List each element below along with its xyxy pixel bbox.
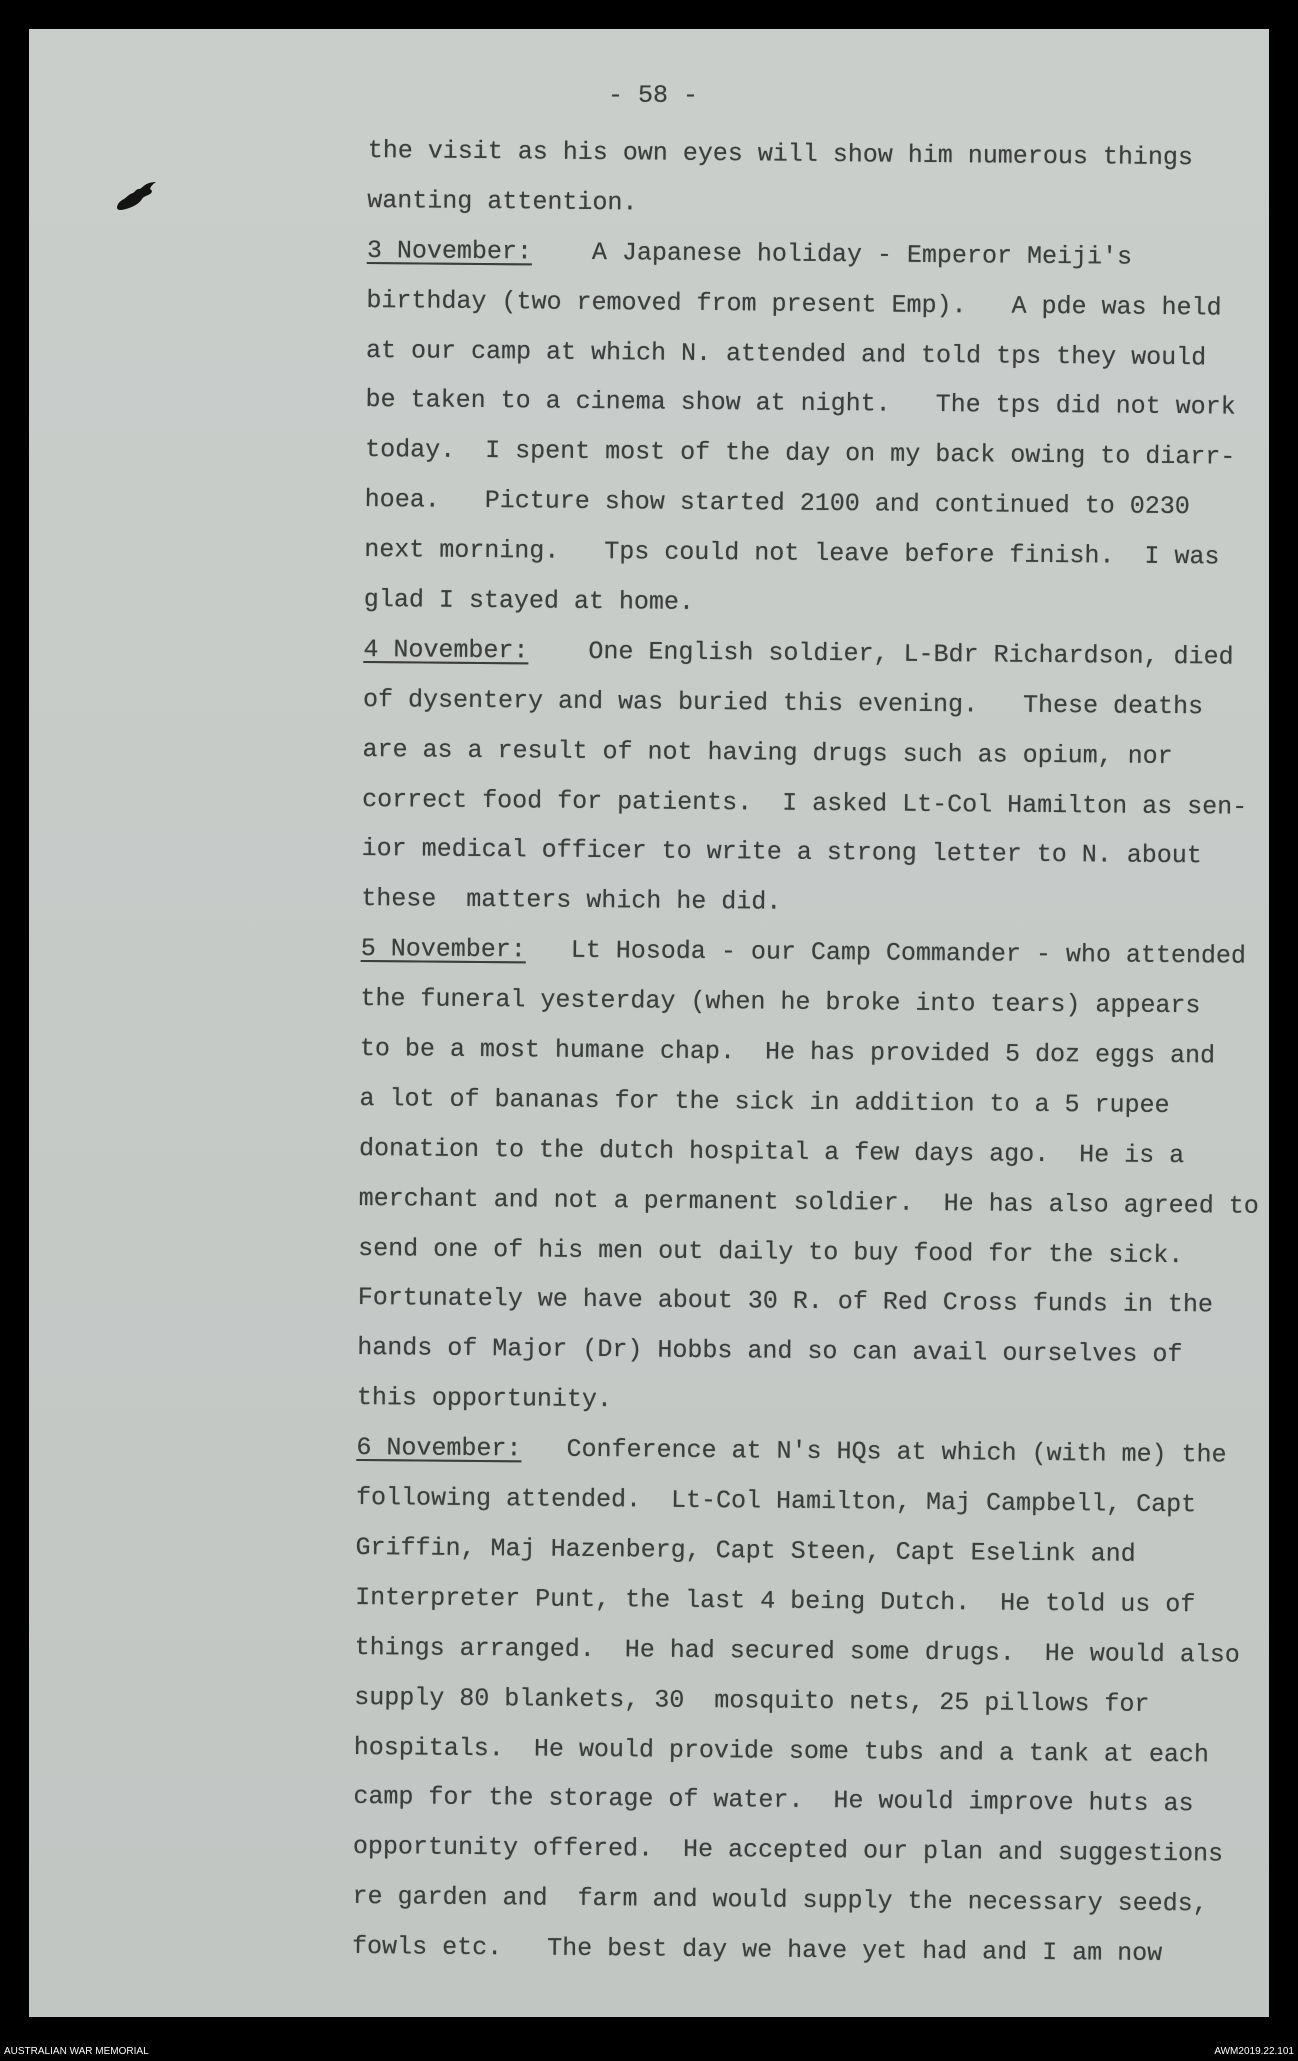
- text-line: to be a most humane chap. He has provided 5 doz eggs and: [359, 1033, 1216, 1071]
- text-line: hoea. Picture show started 2100 and continued to 0230: [364, 485, 1190, 522]
- text-line: ior medical officer to write a strong letter to N. about: [361, 834, 1202, 871]
- text-line: send one of his men out daily to buy food for the sick.: [358, 1233, 1184, 1270]
- text-line: hands of Major (Dr) Hobbs and so can avail ourselves of: [357, 1333, 1183, 1370]
- text-line: are as a result of not having drugs such as opium, nor: [362, 734, 1173, 771]
- text-line: hospitals. He would provide some tubs and a tank at each: [353, 1732, 1210, 1769]
- text-line: opportunity offered. He accepted our plan and suggestions: [352, 1832, 1224, 1869]
- text-line: things arranged. He had secured some drugs. He would also: [354, 1632, 1240, 1670]
- text-line: these matters which he did.: [361, 884, 782, 917]
- entry-heading-line: [363, 625, 1264, 683]
- archive-reference: AWM2019.22.101: [1214, 2046, 1294, 2057]
- text-line: this opportunity.: [356, 1383, 613, 1415]
- text-line: at our camp at which N. attended and told tps they would: [365, 335, 1207, 372]
- entry-date: 5 November:: [360, 934, 526, 965]
- entry-date: 3 November:: [366, 235, 533, 267]
- text-line: Griffin, Maj Hazenberg, Capt Steen, Capt Eselink and: [355, 1532, 1136, 1569]
- text-line: birthday (two removed from present Emp). A pde was held: [366, 285, 1222, 323]
- text-line: Fortunately we have about 30 R. of Red Cross funds in the: [357, 1283, 1214, 1320]
- text-line: the funeral yesterday (when he broke into tears) appears: [360, 984, 1201, 1021]
- entry-heading-line: [356, 1423, 1257, 1481]
- text-line: merchant and not a permanent soldier. He has also agreed to: [358, 1183, 1259, 1221]
- text-line: glad I stayed at home.: [363, 584, 695, 617]
- page-number: - 58 -: [608, 81, 699, 110]
- text-line: a lot of bananas for the sick in addition to a 5 rupee: [359, 1083, 1170, 1120]
- text-line: Interpreter Punt, the last 4 being Dutch. He told us of: [355, 1582, 1196, 1620]
- entry-text: Lt Hosoda - our Camp Commander - who attended: [525, 935, 1247, 971]
- entry-text: Conference at N's HQs at which (with me) the: [521, 1434, 1227, 1470]
- text-line: be taken to a cinema show at night. The tps did not work: [365, 385, 1236, 423]
- text-line: following attended. Lt-Col Hamilton, Maj Campbell, Capt: [355, 1482, 1197, 1520]
- text-line: today. I spent most of the day on my back owing to diarr-: [365, 435, 1236, 472]
- text-line: correct food for patients. I asked Lt-Col Hamilton as sen-: [361, 784, 1248, 822]
- text-line: wanting attention.: [367, 185, 638, 218]
- entry-date: 6 November:: [356, 1433, 522, 1464]
- typed-text: [352, 126, 1268, 1980]
- entry-heading-line: [361, 924, 1262, 982]
- text-line: next morning. Tps could not leave before finish. I was: [364, 535, 1220, 572]
- entry-text: One English soldier, L-Bdr Richardson, died: [528, 636, 1234, 672]
- text-line: re garden and farm and would supply the necessary seeds,: [352, 1882, 1208, 1919]
- text-line: the visit as his own eyes will show him numerous things: [367, 135, 1194, 173]
- entry-heading-line: [367, 226, 1268, 284]
- entry-date: 4 November:: [363, 634, 529, 666]
- text-line: of dysentery and was buried this evening. These deaths: [362, 684, 1204, 722]
- text-line: camp for the storage of water. He would improve huts as: [353, 1782, 1194, 1819]
- archive-credit: AUSTRALIAN WAR MEMORIAL: [4, 2046, 149, 2057]
- text-line: donation to the dutch hospital a few days ago. He is a: [358, 1133, 1185, 1170]
- ink-blot: [114, 180, 158, 212]
- text-line: supply 80 blankets, 30 mosquito nets, 25 pillows for: [354, 1682, 1150, 1719]
- text-line: fowls etc. The best day we have yet had and I am now: [351, 1931, 1163, 1969]
- entry-text: A Japanese holiday - Emperor Meiji's: [531, 237, 1133, 272]
